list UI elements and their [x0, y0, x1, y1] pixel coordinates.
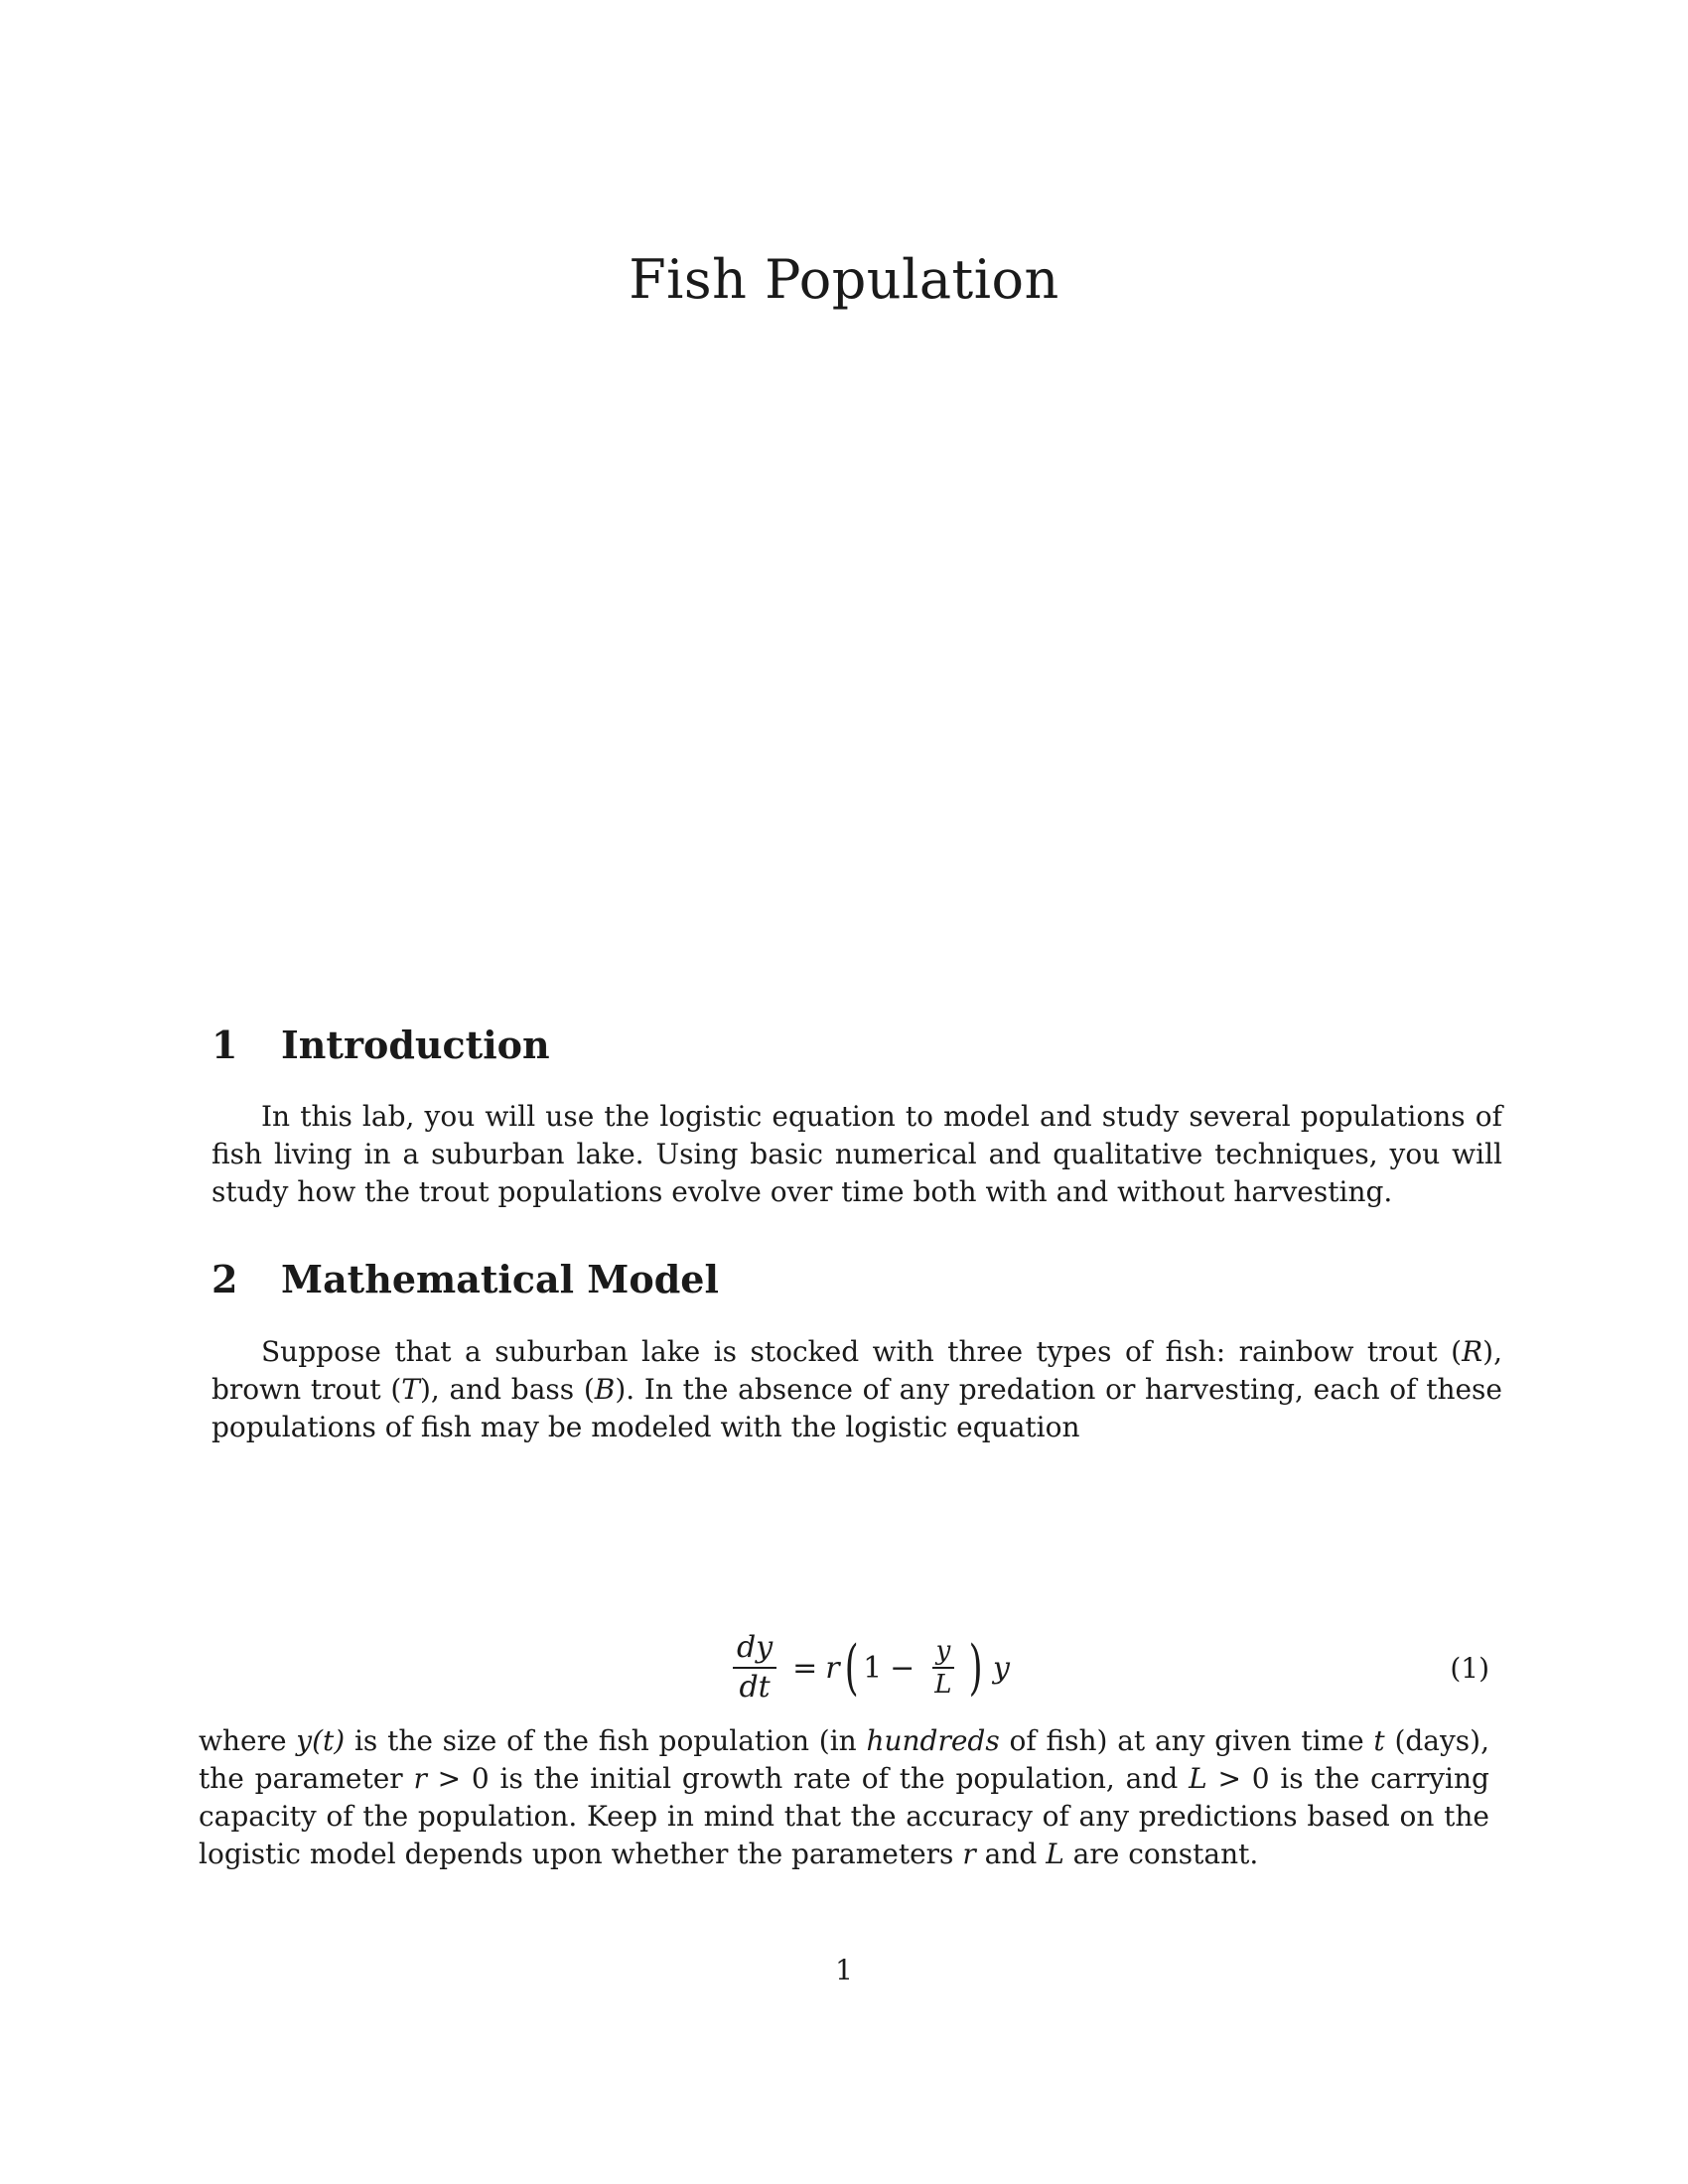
ratio-fraction — [930, 1637, 955, 1699]
section-heading-mathematical-model — [211, 1257, 719, 1301]
minus-sign: − — [890, 1650, 915, 1686]
document-title: Fish Population — [629, 248, 1059, 311]
math-variable: t — [1373, 1724, 1385, 1757]
equation-explanation-paragraph — [199, 1722, 1489, 1873]
text-run: > 0 is the initial growth rate of the population, and — [426, 1762, 1190, 1795]
population-variable: y — [992, 1650, 1010, 1686]
model-paragraph — [211, 1333, 1502, 1446]
section-number: 1 — [211, 1023, 238, 1067]
math-variable: B — [594, 1373, 616, 1406]
text-run: and — [975, 1838, 1047, 1870]
left-paren: ( — [844, 1633, 859, 1703]
logistic-equation — [0, 1628, 1688, 1707]
equation-body — [725, 1628, 1010, 1707]
math-variable: L — [1046, 1838, 1064, 1870]
text-run: (days), the parameter — [199, 1724, 1490, 1795]
fraction-numerator: dy — [733, 1631, 776, 1669]
math-variable: r — [413, 1762, 427, 1795]
text-run: where — [199, 1724, 297, 1757]
section-heading-introduction — [211, 1023, 550, 1067]
text-run: ), brown trout ( — [211, 1335, 1502, 1406]
text-run: > 0 is the carrying capacity of the population. Keep in mind that the accuracy of any predictions based on the logistic model depends upon whether the parameters — [199, 1762, 1489, 1870]
growth-rate-variable: r — [825, 1650, 840, 1686]
fraction-numerator: y — [932, 1637, 955, 1669]
text-run: is the size of the fish population (in — [345, 1724, 867, 1757]
introduction-paragraph: In this lab, you will use the logistic equation to model and study several populations of fish living in a suburban lake. Using basic numerical and qualitative techniques, you will study how the trout populations evolve over time both with and without harvesting. — [211, 1100, 1502, 1208]
fraction-denominator: L — [934, 1670, 952, 1700]
math-variable: T — [401, 1373, 420, 1406]
section-title: Introduction — [281, 1023, 550, 1067]
text-run: of fish) at any given time — [999, 1724, 1374, 1757]
equation-number: (1) — [1450, 1651, 1489, 1685]
page-number: 1 — [835, 1954, 853, 1986]
text-run: ), and bass ( — [419, 1373, 595, 1406]
fraction-denominator: dt — [739, 1670, 771, 1705]
constant-one: 1 — [863, 1650, 883, 1686]
math-variable: y(t) — [296, 1724, 346, 1757]
emphasis-text: hundreds — [866, 1724, 1000, 1757]
text-run: Suppose that a suburban lake is stocked with three types of fish: rainbow trout ( — [261, 1335, 1463, 1368]
math-variable: R — [1462, 1335, 1483, 1368]
right-paren: ) — [968, 1633, 983, 1703]
math-variable: L — [1189, 1762, 1207, 1795]
text-run: ). In the absence of any predation or harvesting, each of these populations of fish may be modeled with the logistic equation — [211, 1373, 1502, 1443]
text-run: are constant. — [1063, 1838, 1259, 1870]
section-title: Mathematical Model — [281, 1257, 719, 1301]
math-variable: r — [962, 1838, 976, 1870]
section-number: 2 — [211, 1257, 238, 1301]
equals-sign: = — [792, 1650, 818, 1686]
derivative-fraction — [733, 1631, 776, 1705]
